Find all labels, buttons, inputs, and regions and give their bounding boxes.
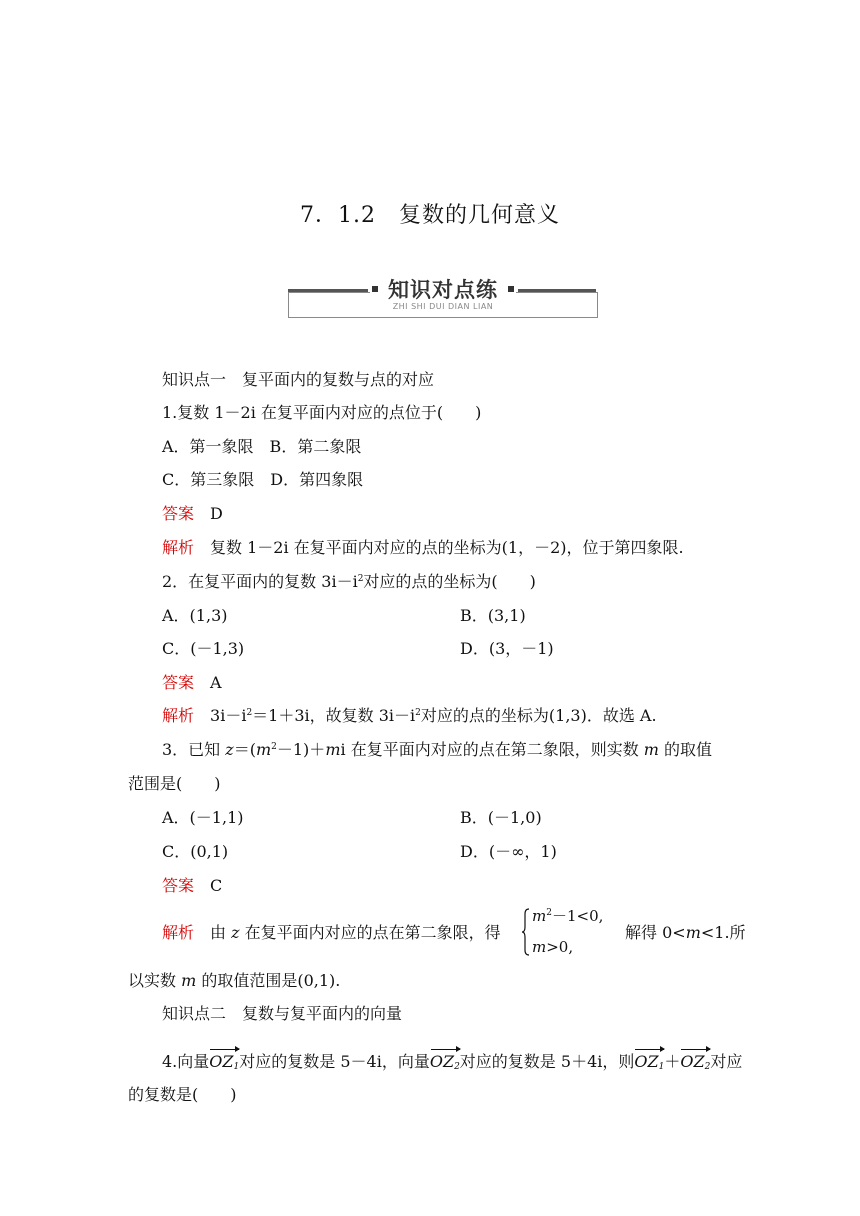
q3-solution	[625, 923, 746, 943]
q3-stem-text: 的取值	[658, 740, 713, 759]
q3-stem-text: －1)＋	[276, 740, 326, 759]
var-z: z	[231, 923, 240, 942]
superscript: 2	[246, 708, 253, 718]
plus-sign: ＋	[664, 1052, 681, 1071]
q3-option-b: B．(－1,0)	[460, 808, 542, 827]
solution-text: 解得 0<	[625, 923, 686, 942]
subscript: 1	[658, 1062, 665, 1072]
q2-option-c: C．(－1,3)	[162, 639, 245, 658]
page-title: 7．1.2 复数的几何意义	[300, 203, 560, 228]
banner-title: 知识对点练	[370, 274, 516, 304]
q3-stem-text: ＝(	[233, 740, 256, 759]
q2-option-b: B．(3,1)	[460, 606, 526, 625]
var-m: m	[643, 740, 659, 759]
analysis-text: ＝1＋3i，故复数 3i－i	[252, 706, 416, 725]
system-brace	[522, 908, 530, 956]
subscript: 2	[704, 1062, 711, 1072]
solution-text: <1.所	[700, 923, 746, 942]
q3-stem-text: i 在复平面内对应的点在第二象限，则实数	[340, 740, 644, 759]
q1-stem: 1.复数 1－2i 在复平面内对应的点位于( )	[162, 403, 482, 422]
q1-analysis	[162, 538, 684, 558]
q3-stem-text: 3．已知	[162, 740, 226, 759]
vector-oz2	[680, 1052, 710, 1072]
vector-label: OZ	[680, 1052, 705, 1071]
banner-subtitle: ZHI SHI DUI DIAN LIAN	[392, 302, 494, 311]
vector-oz1	[634, 1052, 664, 1072]
q3-condition-1	[532, 906, 603, 926]
vector-oz2	[430, 1052, 460, 1072]
var-m: m	[685, 923, 701, 942]
q3-stem-line2: 范围是( )	[128, 774, 221, 793]
q3-analysis	[162, 923, 501, 943]
q2-stem-text: 对应的点的坐标为( )	[363, 572, 536, 591]
superscript: 2	[415, 708, 421, 718]
q2-option-a: A．(1,3)	[162, 606, 228, 625]
q4-stem-text: 4.向量	[162, 1052, 210, 1071]
condition-text: －1<0,	[551, 907, 604, 925]
vector-label: OZ	[429, 1052, 455, 1071]
section-heading-1: 知识点一 复平面内的复数与点的对应	[162, 370, 435, 389]
banner-dot-left	[372, 286, 378, 292]
q3-condition-2	[532, 937, 573, 957]
condition-text: >0,	[546, 938, 574, 956]
vector-label: OZ	[634, 1052, 659, 1071]
q1-options-row2: C．第三象限 D．第四象限	[162, 470, 364, 489]
answer-value: A	[210, 673, 222, 692]
q3-stem	[162, 740, 712, 760]
q2-answer	[162, 673, 222, 693]
analysis-label: 解析	[162, 538, 195, 557]
var-m: m	[532, 938, 547, 956]
q4-stem-text: 对应	[710, 1052, 743, 1071]
analysis-text: 的取值范围是(0,1).	[196, 971, 341, 990]
analysis-text: 对应的点的坐标为(1,3)．故选 A.	[420, 706, 657, 725]
var-m: m	[255, 740, 272, 759]
q4-stem-text: 对应的复数是 5＋4i，则	[459, 1052, 635, 1071]
banner-rule-right	[518, 289, 596, 292]
answer-label: 答案	[162, 876, 195, 895]
q3-option-a: A．(－1,1)	[162, 808, 244, 827]
q1-answer	[162, 504, 223, 524]
var-m: m	[181, 971, 197, 990]
analysis-text: 复数 1－2i 在复平面内对应的点的坐标为(1，－2)，位于第四象限.	[210, 538, 684, 557]
var-z: z	[225, 740, 234, 759]
banner-dot-right	[508, 286, 514, 292]
analysis-text: 在复平面内对应的点在第二象限，得	[239, 923, 501, 942]
analysis-label: 解析	[162, 706, 195, 725]
q3-analysis-line2	[128, 971, 340, 991]
q3-answer	[162, 876, 222, 896]
q4-stem	[162, 1052, 742, 1072]
superscript: 2	[357, 574, 364, 584]
q1-options-row1: A．第一象限 B．第二象限	[162, 437, 362, 456]
q2-stem	[162, 572, 536, 592]
q3-option-c: C．(0,1)	[162, 842, 229, 861]
analysis-label: 解析	[162, 923, 195, 942]
var-m: m	[325, 740, 341, 759]
answer-value: C	[210, 876, 223, 895]
q2-option-d: D．(3，－1)	[460, 639, 554, 658]
var-m: m	[532, 907, 547, 925]
subscript: 2	[454, 1062, 460, 1072]
q4-stem-text: 对应的复数是 5－4i，向量	[239, 1052, 430, 1071]
answer-label: 答案	[162, 673, 195, 692]
analysis-text: 由	[210, 923, 232, 942]
q2-stem-text: 2．在复平面内的复数 3i－i	[162, 572, 358, 591]
subscript: 1	[233, 1062, 240, 1072]
q4-stem-line2: 的复数是( )	[128, 1085, 237, 1104]
superscript: 2	[546, 908, 552, 918]
vector-oz1	[209, 1052, 239, 1072]
section-banner	[288, 274, 598, 318]
analysis-text: 以实数	[128, 971, 182, 990]
analysis-text: 3i－i	[210, 706, 247, 725]
superscript: 2	[271, 742, 277, 752]
vector-label: OZ	[209, 1052, 234, 1071]
answer-label: 答案	[162, 504, 195, 523]
section-heading-2: 知识点二 复数与复平面内的向量	[162, 1004, 403, 1023]
q3-option-d: D．(－∞，1)	[460, 842, 557, 861]
q2-analysis	[162, 706, 657, 726]
answer-value: D	[210, 504, 223, 523]
banner-rule-left	[288, 289, 368, 292]
